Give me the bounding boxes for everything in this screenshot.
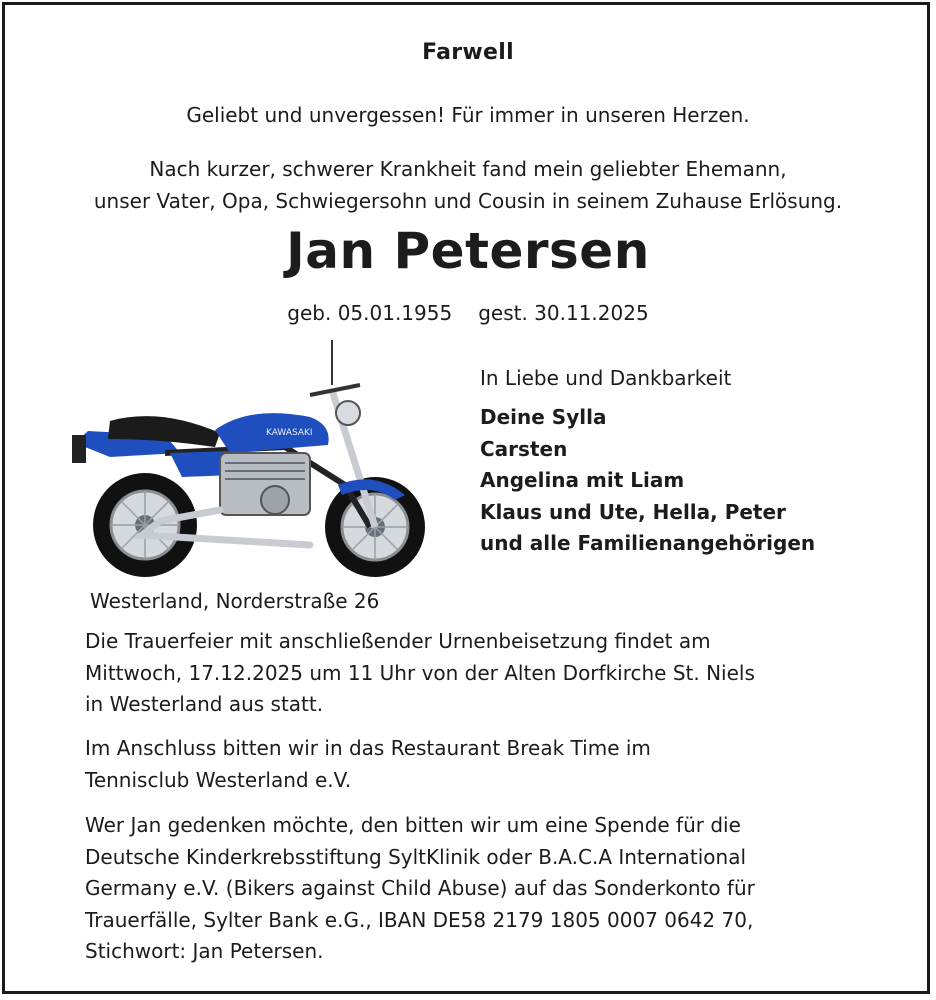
intro-line: unser Vater, Opa, Schwiegersohn und Cousin in seinem Zuhause Erlösung. [93,189,843,213]
donation-line: Deutsche Kinderkrebsstiftung SyltKlinik oder B.A.C.A International [85,844,747,869]
intro-text [0,153,936,217]
family-member: Klaus und Ute, Hella, Peter [480,499,786,524]
tagline: Geliebt und unvergessen! Für immer in unseren Herzen. [186,103,750,127]
notice-heading: Farwell [422,40,514,65]
life-dates [0,301,936,325]
family-member: Carsten [480,436,568,461]
donation-line: Germany e.V. (Bikers against Child Abuse) auf das Sonderkonto für [85,876,755,900]
donation-line: Stichwort: Jan Petersen. [85,939,324,963]
reception-line: Tennisclub Westerland e.V. [85,767,352,792]
address: Westerland, Norderstraße 26 [90,589,380,613]
family-member: und alle Familienangehörigen [480,531,816,555]
tank-brand: KAWASAKI [266,428,313,438]
signoff: In Liebe und Dankbarkeit [480,366,732,390]
deceased-name: Jan Petersen [286,222,650,280]
funeral-line: Mittwoch, 17.12.2025 um 11 Uhr von der Alten Dorfkirche St. Niels [85,660,755,685]
family-member: Angelina mit Liam [480,468,685,492]
donation-line: Trauerfälle, Sylter Bank e.G., IBAN DE58 2179 1805 0007 0642 70, [85,907,754,932]
motorcycle-photo [70,335,440,585]
donation-line: Wer Jan gedenken möchte, den bitten wir um eine Spende für die [85,813,741,837]
funeral-line: in Westerland aus statt. [85,692,324,716]
headlight [336,401,360,425]
reception-line: Im Anschluss bitten wir in das Restaurant Break Time im [85,736,651,760]
family-member: Deine Sylla [480,405,607,429]
death-date: gest. 30.11.2025 [478,301,649,325]
funeral-info [85,626,885,721]
family-list [480,402,815,560]
birth-date: geb. 05.01.1955 [287,301,453,325]
intro-line: Nach kurzer, schwerer Krankheit fand mein geliebter Ehemann, [149,157,787,181]
funeral-line: Die Trauerfeier mit anschließender Urnenbeisetzung findet am [85,629,711,653]
reception-info [85,733,885,796]
donation-info [85,810,885,968]
